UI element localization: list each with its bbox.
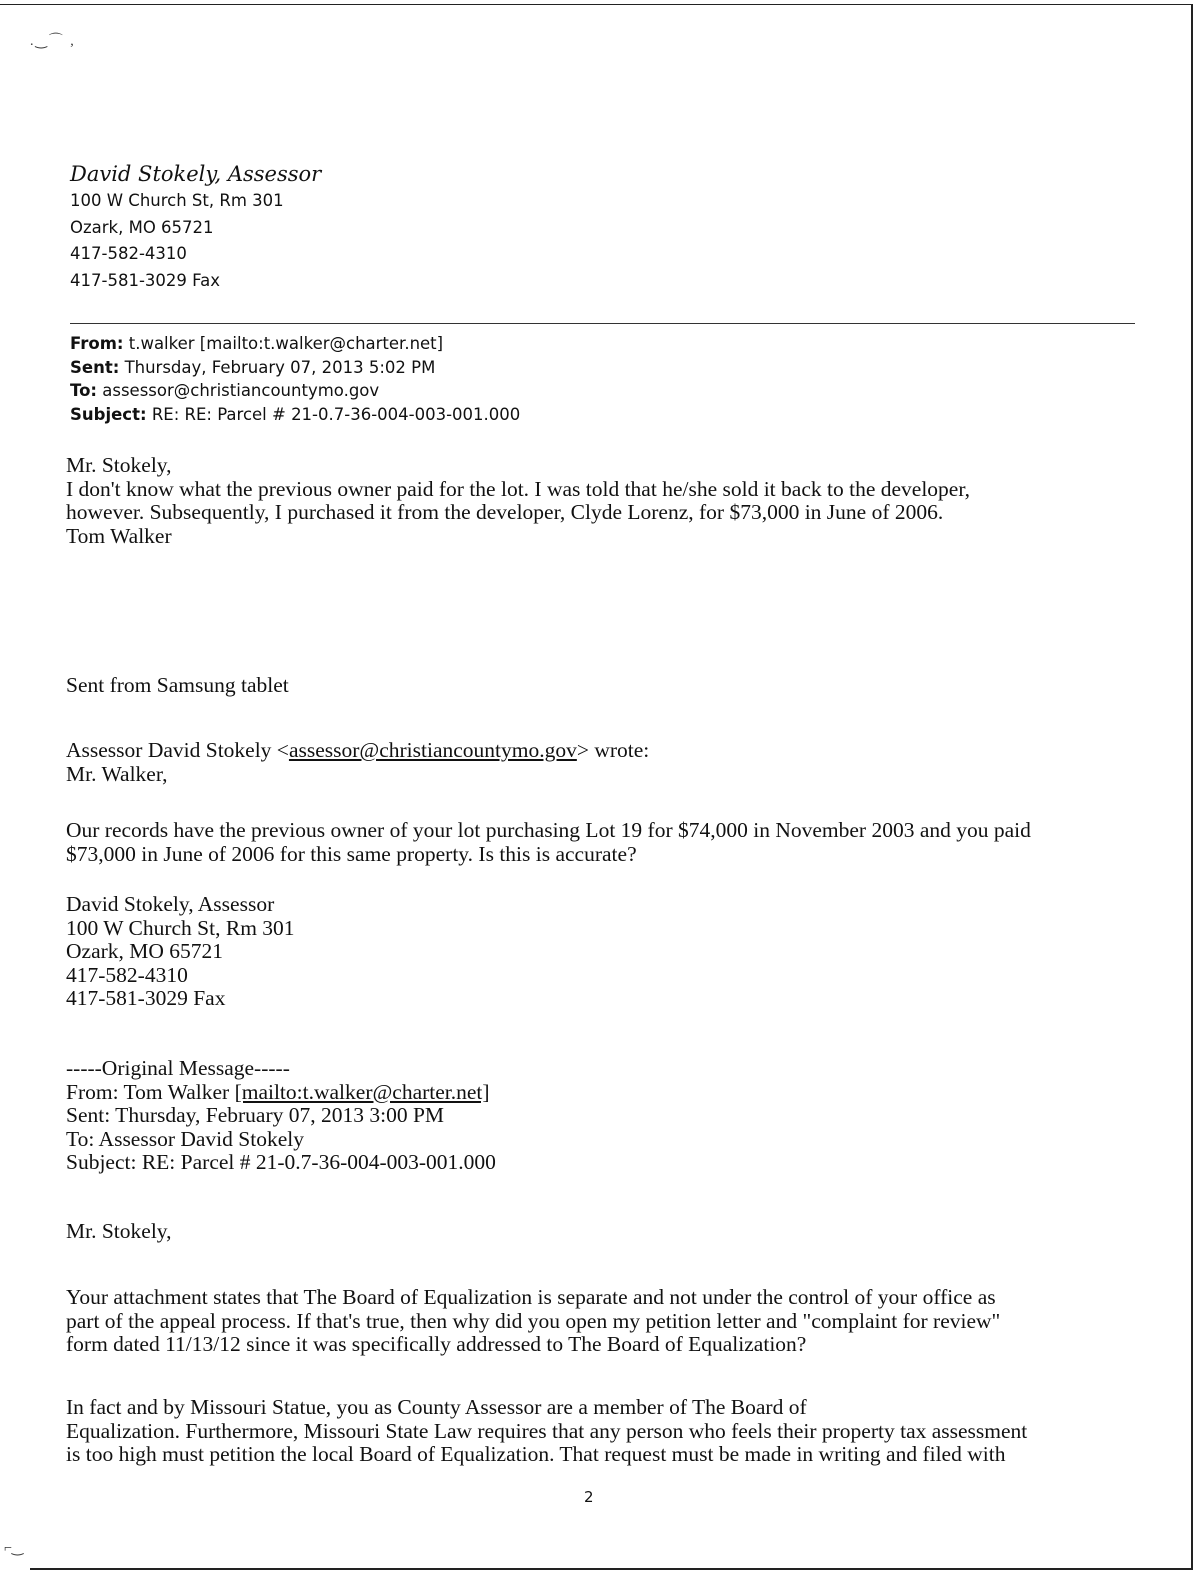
- header-subject-value: RE: RE: Parcel # 21-0.7-36-004-003-001.000: [151, 404, 521, 424]
- original-separator: -----Original Message-----: [66, 1056, 290, 1080]
- reply-line2: however. Subsequently, I purchased it from the developer, Clyde Lorenz, for $73,000 in June of 2006.: [66, 500, 944, 524]
- device-note: Sent from Samsung tablet: [66, 673, 289, 697]
- quoted-intro-email-link[interactable]: assessor@christiancountymo.gov: [288, 738, 577, 762]
- original-p2-line1: In fact and by Missouri Statue, you as County Assessor are a member of The Board of: [66, 1395, 807, 1419]
- original-p1-line2: part of the appeal process. If that's true, then why did you open my petition letter and "complaint for review": [66, 1308, 1001, 1333]
- original-from: [66, 1081, 496, 1105]
- original-paragraph-1: [66, 1286, 1000, 1357]
- signature-name: David Stokely, Assessor: [70, 162, 322, 186]
- quoted-line2: $73,000 in June of 2006 for this same property. Is this is accurate?: [66, 841, 637, 866]
- header-divider: [70, 323, 1135, 324]
- reply-signoff: Tom Walker: [66, 523, 172, 548]
- original-paragraph-2: [66, 1396, 1027, 1467]
- original-p1-line1: Your attachment states that The Board of Equalization is separate and not under the control of your office as: [66, 1285, 996, 1309]
- quoted-sig-address1: 100 W Church St, Rm 301: [66, 915, 295, 940]
- original-p2-line3: is too high must petition the local Board of Equalization. That request must be made in writing and filed with: [66, 1442, 1006, 1466]
- signature-address-line2: Ozark, MO 65721: [70, 217, 214, 237]
- header-sent-value: Thursday, February 07, 2013 5:02 PM: [124, 357, 436, 377]
- header-sent: [70, 356, 520, 380]
- signature-fax: 417-581-3029 Fax: [70, 270, 220, 290]
- quoted-sig-fax: 417-581-3029 Fax: [66, 986, 226, 1010]
- reply-body: [66, 454, 970, 548]
- scan-artifact-mark: .‿⌒ ,: [30, 34, 76, 49]
- signature-phone: 417-582-4310: [70, 244, 187, 264]
- original-from-prefix: From: Tom Walker: [66, 1079, 235, 1104]
- original-subject: Subject: RE: Parcel # 21-0.7-36-004-003-001.000: [66, 1150, 496, 1174]
- header-subject-label: Subject:: [70, 404, 147, 424]
- header-to-label: To:: [70, 381, 97, 400]
- quoted-intro-block: [66, 739, 649, 786]
- header-subject: [70, 403, 520, 427]
- scan-artifact-mark-bottom: ⌐‿: [4, 1541, 24, 1556]
- original-greeting-block: [66, 1220, 172, 1244]
- original-p1-line3: form dated 11/13/12 since it was specifically addressed to The Board of Equalization?: [66, 1332, 807, 1356]
- quoted-intro-prefix: Assessor David Stokely <: [66, 738, 289, 762]
- email-header: [70, 332, 520, 426]
- header-from: [70, 332, 520, 356]
- quoted-sig-address2: Ozark, MO 65721: [66, 939, 224, 963]
- page-border-top: [0, 4, 1193, 5]
- quoted-line1: Our records have the previous owner of your lot purchasing Lot 19 for $74,000 in November 2003 and you paid: [66, 818, 1031, 842]
- page-border-bottom: [30, 1568, 1193, 1570]
- quoted-sig-phone: 417-582-4310: [66, 962, 188, 987]
- header-to-value: assessor@christiancountymo.gov: [102, 381, 380, 400]
- quoted-sig-name: David Stokely, Assessor: [66, 892, 275, 916]
- signature-block: [70, 160, 321, 294]
- original-to: To: Assessor David Stokely: [66, 1126, 304, 1151]
- original-p2-line2: Equalization. Furthermore, Missouri State Law requires that any person who feels their property tax assessment: [66, 1418, 1028, 1443]
- quoted-intro-suffix: > wrote:: [576, 738, 650, 762]
- header-sent-label: Sent:: [70, 357, 120, 377]
- device-note-block: [66, 674, 289, 698]
- reply-line1: I don't know what the previous owner paid for the lot. I was told that he/she sold it back to the developer,: [66, 476, 971, 501]
- page-border-right: [1191, 4, 1193, 1570]
- original-from-link[interactable]: [mailto:t.walker@charter.net]: [234, 1079, 490, 1104]
- header-from-value: t.walker [mailto:t.walker@charter.net]: [128, 334, 444, 353]
- header-from-label: From:: [70, 334, 124, 353]
- reply-greeting: Mr. Stokely,: [66, 453, 172, 477]
- original-sent: Sent: Thursday, February 07, 2013 3:00 PM: [66, 1103, 445, 1127]
- original-message-header: [66, 1057, 496, 1175]
- original-greeting: Mr. Stokely,: [66, 1219, 172, 1243]
- header-to: [70, 379, 520, 403]
- page-number: 2: [584, 1488, 594, 1506]
- quoted-signature: [66, 893, 295, 1011]
- signature-address-line1: 100 W Church St, Rm 301: [70, 191, 284, 210]
- quoted-greeting: Mr. Walker,: [66, 761, 168, 786]
- quoted-body: [66, 819, 1031, 866]
- quoted-intro: [66, 739, 649, 763]
